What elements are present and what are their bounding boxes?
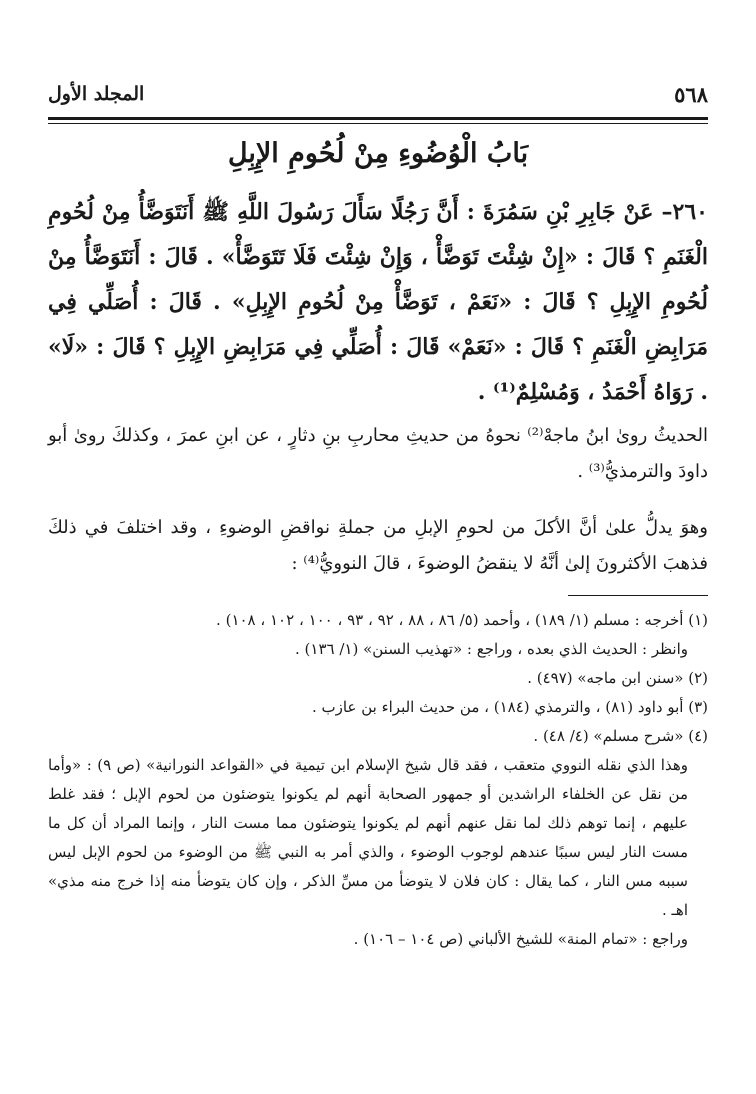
footnote-1: (١) أخرجه : مسلم (١/ ١٨٩) ، وأحمد (٥/ ٨٦ ، ٨٨ ، ٩٢ ، ٩٣ ، ١٠٠ ، ١٠٢ ، ١٠٨) . [216,611,708,629]
footnote-3: (٣) أبو داود (٨١) ، والترمذي (١٨٤) ، من حديث البراء بن عازب . [312,698,708,716]
commentary-paragraph-1: الحديثُ روىٰ ابنُ ماجهْ⁽²⁾ نحوهُ من حديثِ محاربِ بنِ دثارٍ ، عن ابنِ عمرَ ، وكذلكَ روىٰ أبو داودَ والترمذيُّ⁽³⁾ . [48,425,708,482]
volume-label: المجلد الأول [48,83,145,105]
header-rule-thick [48,117,708,120]
footnotes [48,606,708,954]
chapter-title: بَابُ الْوُضُوءِ مِنْ لُحُومِ الإِبِلِ [227,138,529,169]
hadith-text: ٢٦٠– عَنْ جَابِرِ بْنِ سَمُرَةَ : أَنَّ رَجُلًا سَأَلَ رَسُولَ اللَّهِ ﷺ أَنَتَوَضَّأُ مِنْ لُحُومِ الْغَنَمِ ؟ قَالَ : «إِنْ شِئْتَ تَوَضَّأْ ، وَإِنْ شِئْتَ فَلَا تَتَوَضَّأْ» . قَالَ : أَنَتَوَضَّأُ مِنْ لُحُومِ الإِبِلِ ؟ قَالَ : «نَعَمْ ، تَوَضَّأْ مِنْ لُحُومِ الإِبِلِ» . قَالَ : أُصَلِّي فِي مَرَابِضِ الْغَنَمِ ؟ قَالَ : «نَعَمْ» قَالَ : أُصَلِّي فِي مَرَابِضِ الإِبِلِ ؟ قَالَ : «لَا» . رَوَاهُ أَحْمَدُ ، وَمُسْلِمٌ⁽¹⁾ . [48,199,708,405]
footnote-1-see-also: وانظر : الحديث الذي بعده ، وراجع : «تهذيب السنن» (١/ ١٣٦) . [295,640,688,658]
footnote-4-see-also: وراجع : «تمام المنة» للشيخ الألباني (ص ١٠٤ – ١٠٦) . [353,930,688,948]
footnote-2: (٢) «سنن ابن ماجه» (٤٩٧) . [527,669,708,687]
footnote-4: (٤) «شرح مسلم» (٤/ ٤٨) . [533,727,708,745]
page-number: ٥٦٨ [674,81,708,107]
header-rule-thin [48,123,708,124]
footnote-4-note: وهذا الذي نقله النووي متعقب ، فقد قال شيخ الإسلام ابن تيمية في «القواعد النورانية» (ص ٩) : «وأما من نقل عن الخلفاء الراشدين أو جمهور الصحابة أنهم لم يكونوا يتوضئون من لحوم الإبل ؛ فقد غلط عليهم ، إنما توهم ذلك لما نقل عنهم أنهم لم يكونوا يتوضئون مما مست النار ، وإنما المراد أن كل ما مست النار ليس سببًا عندهم لوجوب الوضوء ، والذي أمر به النبي ﷺ من الوضوء من لحوم الإبل ليس سببه مس النار ، كما يقال : كان فلان لا يتوضأ من مسِّ الذكر ، وإن كان يتوضأ منه إذا خرج منه مذي» اهـ . [48,756,688,919]
running-header [48,72,708,116]
footnote-separator [568,595,708,596]
commentary-paragraph-2: وهوَ يدلُّ علىٰ أنَّ الأكلَ من لحومِ الإبلِ من جملةِ نواقضِ الوضوءِ ، وقد اختلفَ في ذلكَ فذهبَ الأكثرونَ إلىٰ أنَّهُ لا ينقضُ الوضوءَ ، قالَ النوويُّ⁽⁴⁾ : [48,517,708,574]
